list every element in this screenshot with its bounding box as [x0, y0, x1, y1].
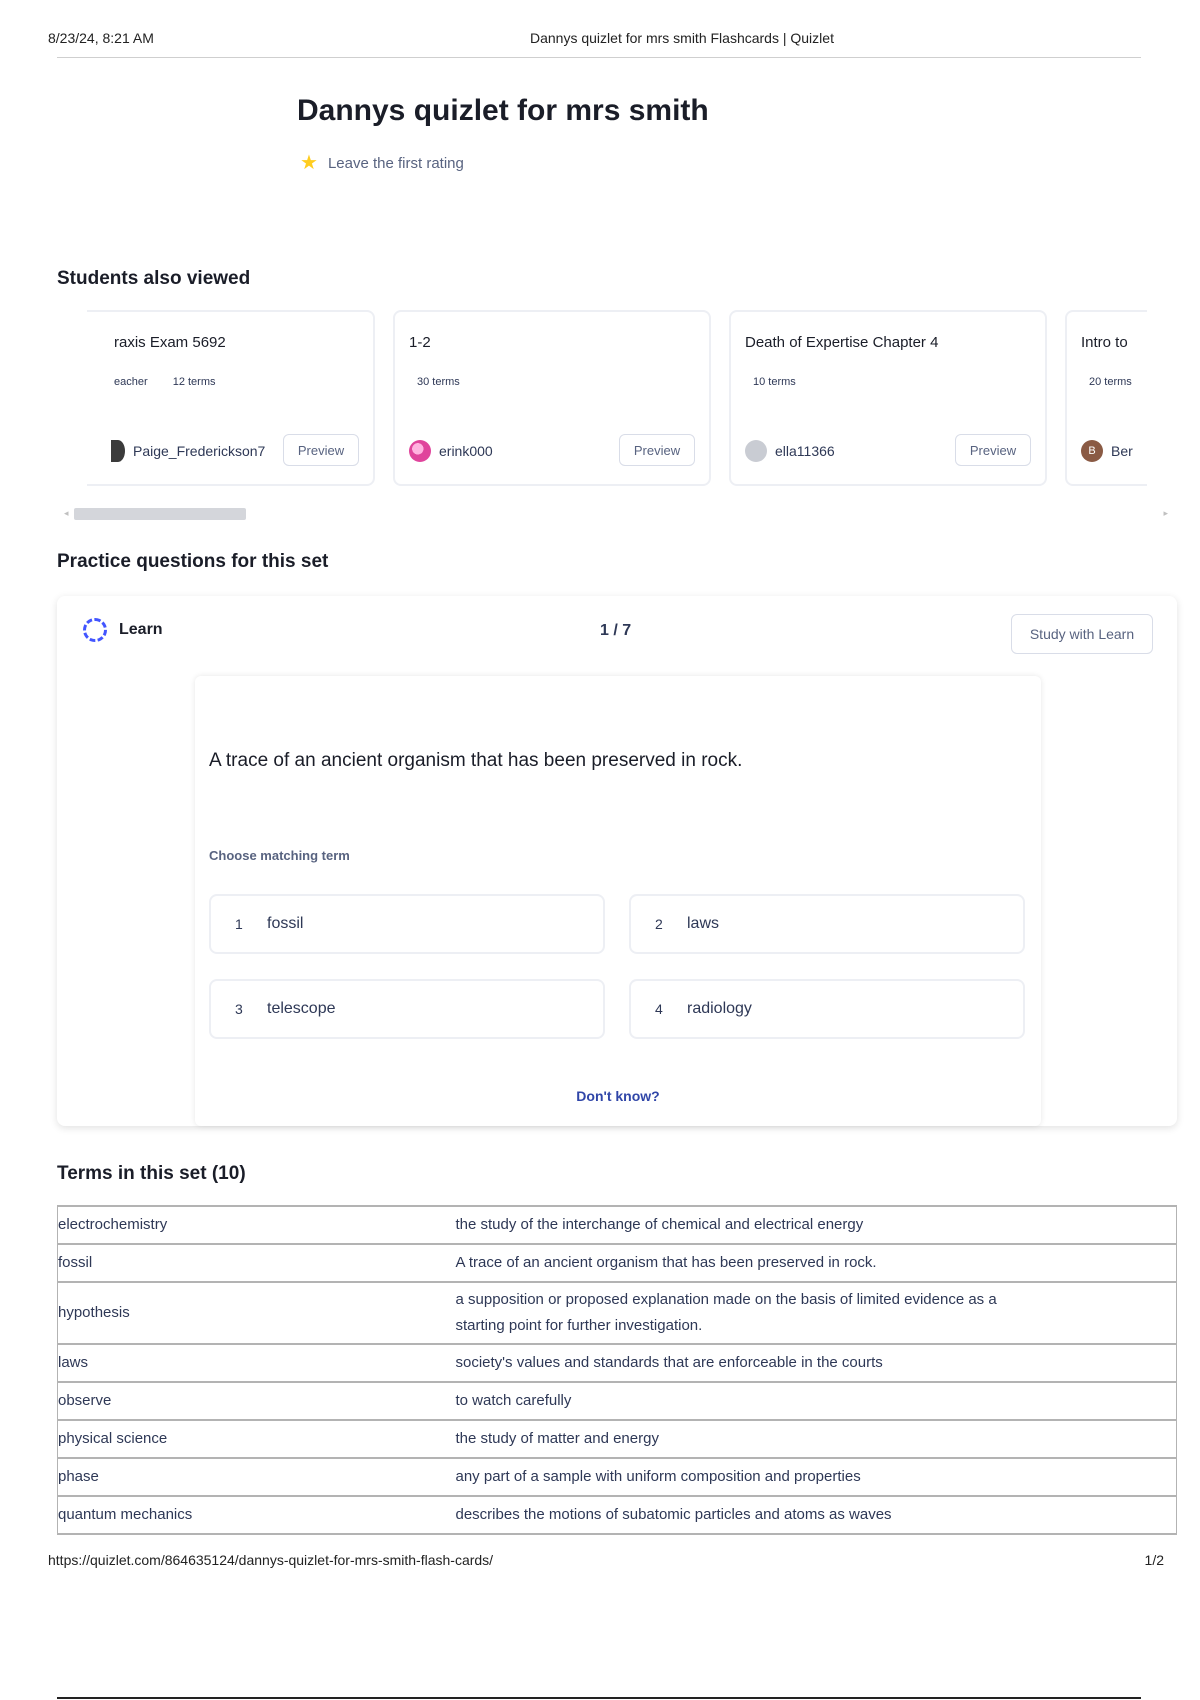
term-cell: laws — [58, 1344, 438, 1382]
rating-text: Leave the first rating — [327, 154, 464, 172]
dont-know-link[interactable]: Don't know? — [576, 1088, 660, 1104]
card-meta — [1089, 376, 1147, 388]
print-footer — [48, 1552, 1164, 1568]
print-header — [48, 30, 1152, 58]
study-with-learn-button[interactable]: Study with Learn — [1011, 614, 1153, 654]
footer-divider — [57, 1697, 1141, 1699]
learn-panel — [57, 596, 1177, 1126]
card-username: ella11366 — [775, 443, 835, 459]
term-cell: observe — [58, 1382, 438, 1420]
practice-heading: Practice questions for this set — [57, 551, 329, 572]
set-card[interactable] — [729, 310, 1047, 486]
set-card[interactable] — [393, 310, 711, 486]
set-card[interactable] — [1065, 310, 1147, 486]
definition-cell: the study of matter and energy — [438, 1420, 1177, 1458]
card-term-count: 20 terms — [1089, 376, 1132, 388]
table-row — [58, 1344, 1177, 1382]
card-term-count: 30 terms — [417, 376, 460, 388]
card-title: 1-2 — [409, 334, 431, 351]
learn-icon — [83, 618, 107, 642]
preview-button[interactable]: Preview — [619, 434, 695, 466]
table-row — [58, 1420, 1177, 1458]
scrollbar-thumb[interactable] — [74, 508, 246, 520]
preview-button[interactable]: Preview — [283, 434, 359, 466]
card-username: Ber — [1111, 443, 1133, 459]
star-icon: ★ — [300, 152, 318, 174]
question-text: A trace of an ancient organism that has been preserved in rock. — [209, 750, 743, 771]
answer-option[interactable] — [629, 979, 1025, 1039]
card-title: raxis Exam 5692 — [114, 334, 226, 351]
card-user[interactable] — [111, 440, 265, 462]
option-number: 3 — [235, 1001, 243, 1017]
learn-mode-label — [83, 618, 163, 642]
scroll-right-icon[interactable]: ▸ — [1163, 508, 1168, 518]
rating-link[interactable] — [300, 153, 464, 173]
option-label: fossil — [267, 915, 304, 932]
option-number: 1 — [235, 916, 243, 932]
table-row — [58, 1382, 1177, 1420]
avatar — [409, 440, 431, 462]
terms-table — [57, 1205, 1177, 1535]
table-row — [58, 1244, 1177, 1282]
card-meta — [753, 376, 818, 388]
term-cell: fossil — [58, 1244, 438, 1282]
print-datetime: 8/23/24, 8:21 AM — [48, 30, 154, 46]
definition-cell: the study of the interchange of chemical and electrical energy — [438, 1206, 1177, 1244]
header-divider — [57, 57, 1141, 58]
term-cell: quantum mechanics — [58, 1496, 438, 1534]
question-card — [195, 676, 1041, 1126]
definition-cell: any part of a sample with uniform composition and properties — [438, 1458, 1177, 1496]
answer-option[interactable] — [209, 894, 605, 954]
avatar — [745, 440, 767, 462]
terms-heading: Terms in this set (10) — [57, 1163, 246, 1184]
page-url: https://quizlet.com/864635124/dannys-quizlet-for-mrs-smith-flash-cards/ — [48, 1552, 494, 1568]
option-label: telescope — [267, 1000, 336, 1017]
card-term-count: 12 terms — [172, 376, 216, 388]
also-viewed-carousel — [87, 310, 1147, 490]
preview-button[interactable]: Preview — [955, 434, 1031, 466]
table-row — [58, 1206, 1177, 1244]
option-number: 2 — [655, 916, 663, 932]
card-meta — [114, 376, 238, 388]
avatar: B — [1081, 440, 1103, 462]
definition-cell: to watch carefully — [438, 1382, 1177, 1420]
table-row — [58, 1282, 1177, 1344]
table-row — [58, 1458, 1177, 1496]
card-title: Intro to — [1081, 334, 1128, 351]
avatar — [111, 440, 125, 462]
card-username: erink000 — [439, 443, 493, 459]
card-username: Paige_Frederickson7 — [133, 443, 266, 459]
question-progress: 1 / 7 — [600, 622, 632, 639]
definition-cell: A trace of an ancient organism that has been preserved in rock. — [438, 1244, 1177, 1282]
term-cell: physical science — [58, 1420, 438, 1458]
page-title: Dannys quizlet for mrs smith — [297, 94, 709, 127]
carousel-scrollbar[interactable] — [64, 508, 1168, 520]
definition-cell: describes the motions of subatomic particles and atoms as waves — [438, 1496, 1177, 1534]
card-title: Death of Expertise Chapter 4 — [745, 334, 939, 351]
question-prompt: Choose matching term — [209, 848, 350, 863]
option-number: 4 — [655, 1001, 663, 1017]
answer-option[interactable] — [629, 894, 1025, 954]
term-cell: phase — [58, 1458, 438, 1496]
term-cell: hypothesis — [58, 1282, 438, 1344]
scroll-left-icon[interactable]: ◂ — [64, 508, 69, 518]
card-user[interactable] — [745, 440, 835, 462]
table-row — [58, 1496, 1177, 1534]
print-page-title: Dannys quizlet for mrs smith Flashcards | Quizlet — [530, 30, 834, 46]
definition-cell: a supposition or proposed explanation made on the basis of limited evidence as a starting point for further investigation. — [438, 1282, 1177, 1344]
set-card[interactable] — [87, 310, 375, 486]
definition-cell: society's values and standards that are enforceable in the courts — [438, 1344, 1177, 1382]
answer-option[interactable] — [209, 979, 605, 1039]
learn-label: Learn — [119, 621, 163, 638]
card-user[interactable] — [1081, 440, 1133, 462]
card-meta — [417, 376, 482, 388]
term-cell: electrochemistry — [58, 1206, 438, 1244]
card-user[interactable] — [409, 440, 493, 462]
also-viewed-heading: Students also viewed — [57, 268, 251, 289]
card-badge: eacher — [114, 376, 148, 388]
page-number: 1/2 — [1144, 1552, 1164, 1568]
card-term-count: 10 terms — [753, 376, 796, 388]
option-label: laws — [687, 915, 720, 932]
option-label: radiology — [687, 1000, 752, 1017]
